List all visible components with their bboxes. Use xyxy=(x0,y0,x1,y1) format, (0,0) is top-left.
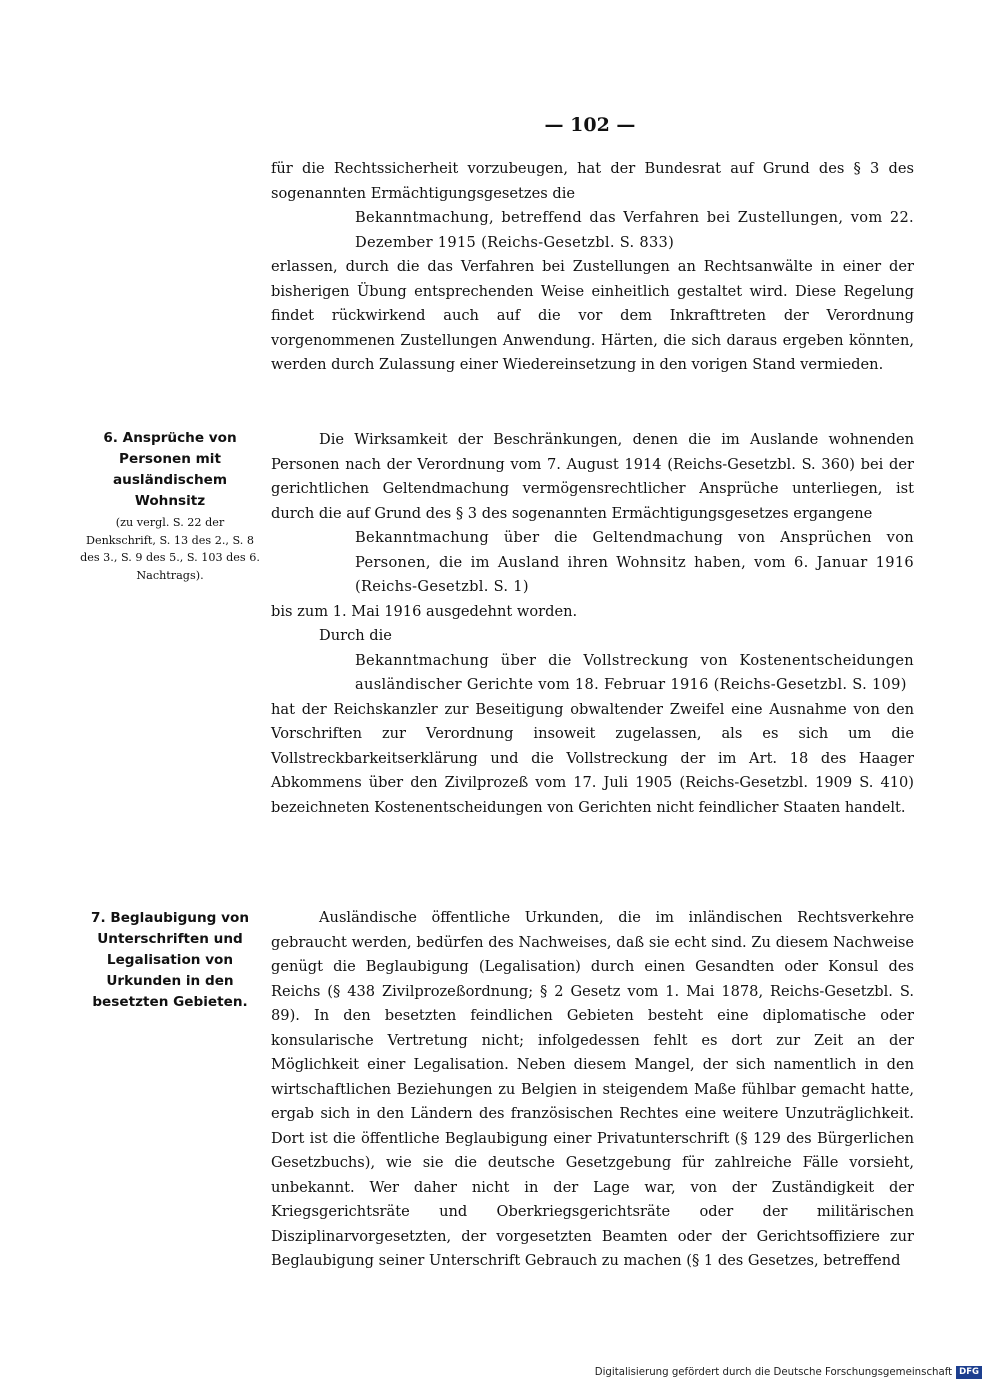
footer xyxy=(595,1366,982,1379)
paragraph: Durch die xyxy=(319,627,392,644)
page-number: — 102 — xyxy=(544,114,636,136)
paragraph: für die Rechtssicherheit vorzubeugen, hat der Bundesrat auf Grund des § 3 des sogenannten Ermächtigungsgesetzes die xyxy=(271,160,914,202)
dfg-logo-icon: DFG xyxy=(956,1366,982,1379)
law-citation: Bekanntmachung über die Vollstreckung von Kostenentscheidungen ausländischer Gerichte vom 18. Februar 1916 (Reichs-Gesetzbl. S. 109) xyxy=(355,651,914,693)
footer-text: Digitalisierung gefördert durch die Deutsche Forschungsgemeinschaft xyxy=(594,1367,953,1378)
margin-heading-section-6 xyxy=(80,428,260,584)
paragraph: Die Wirksamkeit der Beschränkungen, denen die im Auslande wohnenden Personen nach der Verordnung vom 7. August 1914 (Reichs-Gesetzbl. S. 360) bei der gerichtlichen Geltendmachung vermögensrechtlicher Ansprüche unterliegen, ist durch die auf Grund des § 3 des sogenannten Ermächtigungsgesetzes ergangene xyxy=(271,431,914,522)
margin-heading-section-7 xyxy=(80,908,260,1013)
section-7-body xyxy=(271,906,914,1274)
paragraph: erlassen, durch die das Verfahren bei Zustellungen an Rechtsanwälte in einer der bisherigen Übung entsprechenden Weise einheitlich gestaltet wird. Diese Regelung findet rückwirkend auch auf die vor dem Inkrafttreten der Verordnung vorgenommenen Zustellungen Anwendung. Härten, die sich daraus ergeben könnten, werden durch Zulassung einer Wiedereinsetzung in den vorigen Stand vermieden. xyxy=(271,258,914,373)
paragraph: bis zum 1. Mai 1916 ausgedehnt worden. xyxy=(271,602,578,620)
paragraph: hat der Reichskanzler zur Beseitigung obwaltender Zweifel eine Ausnahme von den Vorschriften zur Verordnung insoweit zugelassen, als es sich um die Vollstreckbarkeitserklärung und die Vollstreckung der im Art. 18 des Haager Abkommens über den Zivilprozeß vom 17. Juli 1905 (Reichs-Gesetzbl. 1909 S. 410) bezeichneten Kostenentscheidungen von Gerichten nicht feindlicher Staaten handelt. xyxy=(271,700,914,816)
margin-title: 6. Ansprüche von Personen mit ausländischem Wohnsitz xyxy=(103,430,237,509)
margin-reference: (zu vergl. S. 22 der Denkschrift, S. 13 des 2., S. 8 des 3., S. 9 des 5., S. 103 des 6. Nachtrags). xyxy=(80,516,260,582)
section-6-body xyxy=(271,428,914,820)
law-citation: Bekanntmachung über die Geltendmachung von Ansprüchen von Personen, die im Ausland ihren Wohnsitz haben, vom 6. Januar 1916 (Reichs-Gesetzbl. S. 1) xyxy=(355,529,914,595)
section-intro xyxy=(271,157,914,378)
paragraph: Ausländische öffentliche Urkunden, die im inländischen Rechtsverkehre gebraucht werden, bedürfen des Nachweises, daß sie echt sind. Zu diesem Nachweise genügt die Beglaubigung (Legalisation) durch einen Gesandten oder Konsul des Reichs (§ 438 Zivilprozeßordnung; § 2 Gesetz vom 1. Mai 1878, Reichs-Gesetzbl. S. 89). In den besetzten feindlichen Gebieten besteht eine diplomatische oder konsularische Vertretung nicht; infolgedessen fehlt es dort zur Zeit an der Möglichkeit einer Legalisation. Neben diesem Mangel, der sich namentlich in den wirtschaftlichen Beziehungen zu Belgien in steigendem Maße fühlbar gemacht hatte, ergab sich in den Ländern des französischen Rechtes eine weitere Unzuträglichkeit. Dort ist die öffentliche Beglaubigung einer Privatunterschrift (§ 129 des Bürgerlichen Gesetzbuchs), wie sie die deutsche Gesetzgebung für zahlreiche Fälle vorsieht, unbekannt. Wer daher nicht in der Lage war, von der Zuständigkeit der Kriegsgerichtsräte und Oberkriegsgerichtsräte oder der militärischen Disziplinarvorgesetzten, der vorgesetzten Beamten oder der Gerichtsoffiziere zur Beglaubigung seiner Unterschrift Gebrauch zu machen (§ 1 des Gesetzes, betreffend xyxy=(271,909,914,1269)
law-citation: Bekanntmachung, betreffend das Verfahren bei Zustellungen, vom 22. Dezember 1915 (Reichs-Gesetzbl. S. 833) xyxy=(355,209,914,251)
margin-title: 7. Beglaubigung von Unterschriften und Legalisation von Urkunden in den besetzten Gebieten. xyxy=(91,910,249,1010)
